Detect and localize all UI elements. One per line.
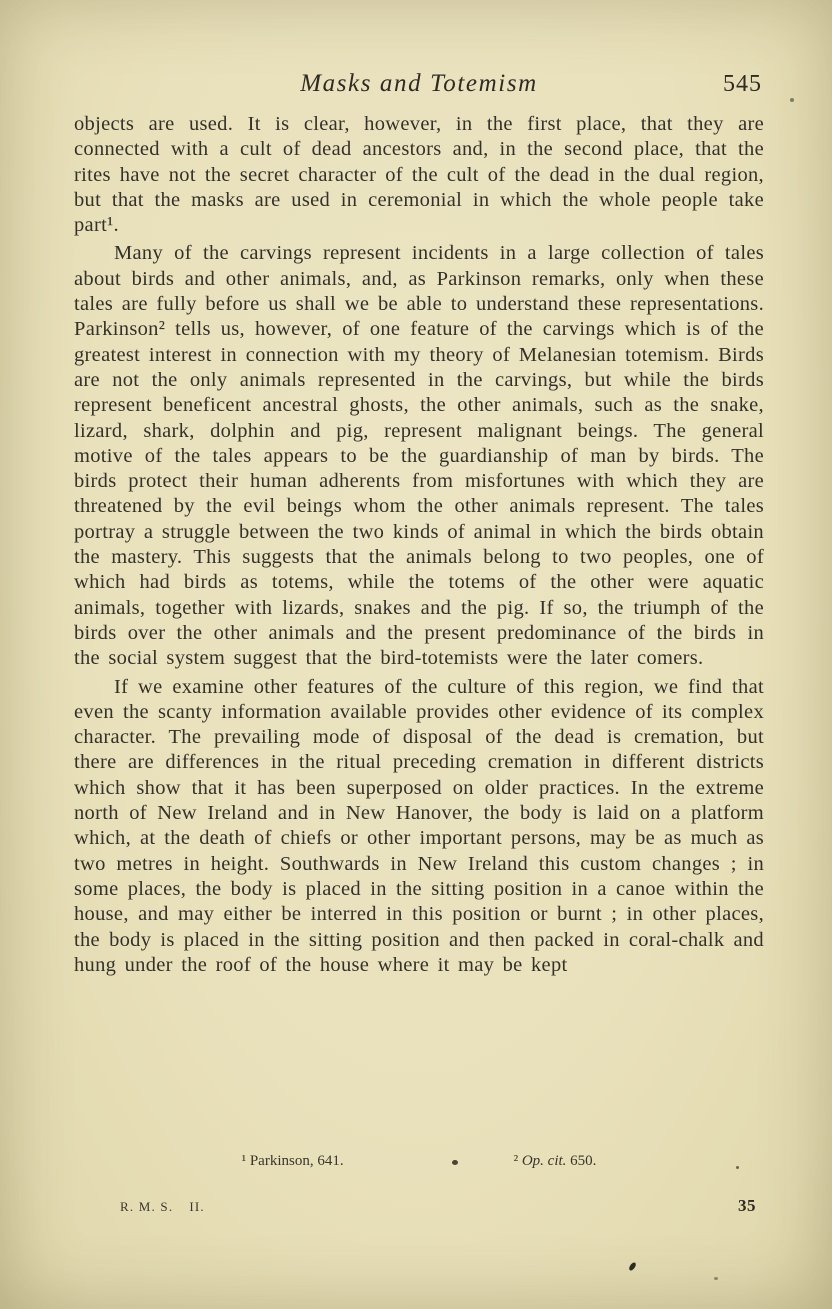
- ink-speck: [790, 98, 794, 102]
- page-number: 545: [723, 71, 762, 97]
- footnote-2: [514, 1153, 597, 1170]
- sheet-number: 35: [738, 1196, 756, 1215]
- footnote-2-pagenum: 650.: [570, 1153, 597, 1169]
- paragraph-2: Many of the carvings represent incidents in a large collection of tales about birds and other animals, and, as Parkinson remarks, only when these tales are fully before us shall we be able to understand these representations. Parkinson² tells us, however, of one feature of the carvings which is of the greatest interest in connection with my theory of Melanesian totemism. Birds are not the only animals represented in the carvings, but while the birds represent beneficent ancestral ghosts, the other animals, such as the snake, lizard, shark, dolphin and pig, represent malignant beings. The general motive of the tales appears to be the guardianship of man by birds. The birds protect their human adherents from misfortunes with which they are threatened by the evil beings whom the other animals represent. The tales portray a struggle between the two kinds of animal in which the birds obtain the mastery. This suggests that the animals belong to two peoples, one of which had birds as totems, while the totems of the other were aquatic animals, together with lizards, snakes and the pig. If so, the triumph of the birds over the other animals and the present predominance of the birds in the social system suggest that the bird-totemists were the later comers.: [74, 242, 764, 670]
- paragraph-3: If we examine other features of the culture of this region, we find that even the scanty information available provides other evidence of its complex character. The prevailing mode of disposal of the dead is cremation, but there are differences in the ritual preceding cremation in different districts which show that it has been superposed on older practices. In the extreme north of New Ireland and in New Hanover, the body is laid on a platform which, at the death of chiefs or other important persons, may be as much as two metres in height. Southwards in New Ireland this custom changes ; in some places, the body is placed in the sitting position in a canoe within the house, and may either be interred in this position or burnt ; in other places, the body is placed in the sitting position and then packed in coral-chalk and hung under the roof of the house where it may be kept: [74, 675, 764, 976]
- signature-initials: R. M. S.: [120, 1199, 174, 1214]
- footnote-1: ¹ Parkinson, 641.: [241, 1153, 344, 1169]
- page-header: [74, 70, 764, 104]
- volume-numeral: II.: [189, 1199, 205, 1214]
- footnotes: [74, 1153, 764, 1170]
- body-text: [74, 112, 764, 978]
- ink-speck: [736, 1166, 739, 1169]
- running-title: Masks and Totemism: [300, 70, 538, 97]
- ink-speck: [628, 1261, 637, 1271]
- footnote-2-work-title: Op. cit.: [521, 1153, 567, 1169]
- paragraph-1: objects are used. It is clear, however, in the first place, that they are connected with a cult of dead ancestors and, in the second place, that the rites have not the secret character of the cult of the dead in the dual region, but that the masks are used in ceremonial in which the whole people take part¹.: [74, 113, 764, 237]
- ink-speck: [452, 1160, 458, 1165]
- footnote-2-marker: ²: [513, 1153, 519, 1169]
- page-footer: [74, 1196, 764, 1216]
- printer-signature: [120, 1199, 205, 1215]
- ink-speck: [714, 1277, 718, 1280]
